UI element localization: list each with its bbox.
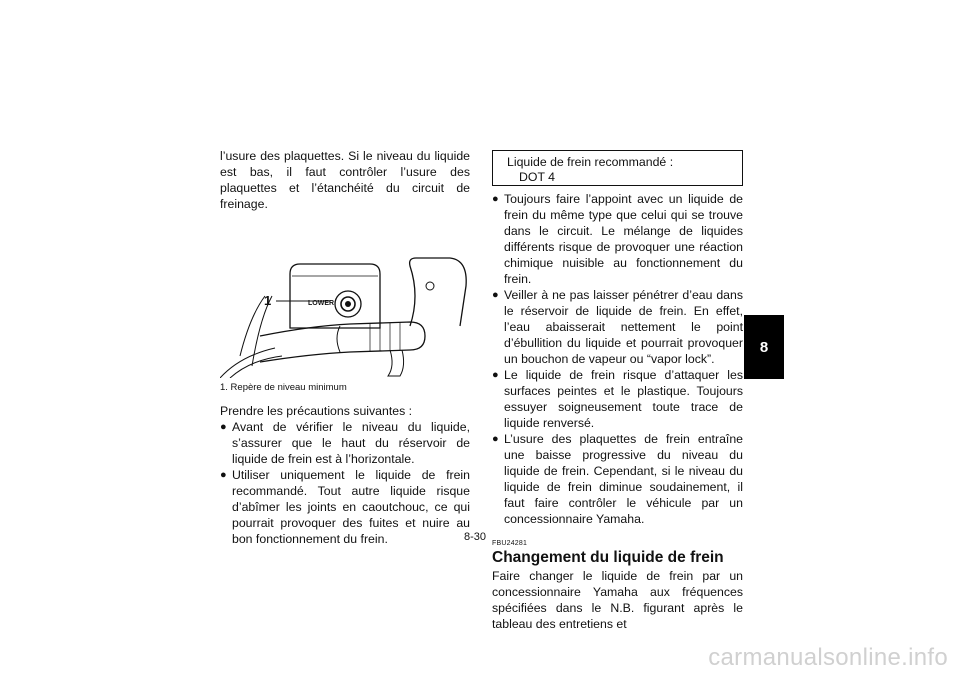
right-column <box>492 148 743 632</box>
list-item <box>492 367 743 431</box>
precautions-intro: Prendre les précautions suivantes : <box>220 404 413 418</box>
list-item <box>220 419 470 467</box>
watermark: carmanualsonline.info <box>708 644 948 671</box>
spec-label: Liquide de frein recommandé : <box>507 155 674 169</box>
list-item <box>492 191 743 287</box>
list-item-text: Toujours faire l’appoint avec un liquide de frein du même type que celui qui se trouve dans le circuit. Le mélange de liquides différents risque de provoquer une réaction chimique nuisible au fonctionnement du frein. <box>504 192 743 286</box>
list-item <box>220 467 470 547</box>
right-bullet-list <box>492 191 743 527</box>
section-code: FBU24281 <box>492 540 528 547</box>
list-item-text: Le liquide de frein risque d’attaquer les surfaces peintes et le plastique. Toujours essuyer soigneusement toute trace de liquide renversé. <box>504 368 743 430</box>
intro-paragraph: l’usure des plaquettes. Si le niveau du liquide est bas, il faut contrôler l’usure des plaquettes et l’étanchéité du circuit de freinage. <box>220 149 470 211</box>
figure-callout-number: 1 <box>264 293 272 308</box>
bullet-icon: ● <box>492 289 499 301</box>
bullet-icon: ● <box>492 433 499 445</box>
reservoir-lower-label: LOWER <box>308 300 335 307</box>
left-bullet-list <box>220 419 470 547</box>
bullet-icon: ● <box>220 421 227 433</box>
brake-reservoir-figure <box>220 256 470 378</box>
brake-reservoir-illustration <box>220 256 470 378</box>
left-column <box>220 148 470 547</box>
figure-caption: 1. Repère de niveau minimum <box>220 382 347 393</box>
list-item-text: Avant de vérifier le niveau du liquide, s’assurer que le haut du réservoir de liquide de frein est à l’horizontale. <box>232 420 470 466</box>
list-item-text: Utiliser uniquement le liquide de frein recommandé. Tout autre liquide risque d’abîmer les joints en caoutchouc, ce qui pourrait provoquer des fuites et nuire au bon fonctionnement du frein. <box>232 468 470 546</box>
recommended-fluid-box <box>492 150 743 186</box>
spec-value: DOT 4 <box>519 170 555 184</box>
section-heading: Changement du liquide de frein <box>492 549 724 566</box>
list-item-text: Veiller à ne pas laisser pénétrer d’eau dans le réservoir de liquide de frein. En effet, l’eau abaisserait nettement le point d’ébullition du liquide et pourrait provoquer un bouchon de vapeur ou “vapor lock”. <box>504 288 743 366</box>
bullet-icon: ● <box>492 193 499 205</box>
bullet-icon: ● <box>220 469 227 481</box>
list-item-text: L’usure des plaquettes de frein entraîne une baisse progressive du niveau du liquide de frein. Cependant, si le niveau du liquide de frein diminue soudainement, il faut faire contrôler le véhicule par un concessionnaire Yamaha. <box>504 432 743 526</box>
page-number: 8-30 <box>464 531 487 543</box>
bullet-icon: ● <box>492 369 499 381</box>
chapter-tab: 8 <box>744 315 784 379</box>
section-paragraph: Faire changer le liquide de frein par un concessionnaire Yamaha aux fréquences spécifiées dans le N.B. figurant après le tableau des entretiens et <box>492 569 743 631</box>
list-item <box>492 431 743 527</box>
list-item <box>492 287 743 367</box>
